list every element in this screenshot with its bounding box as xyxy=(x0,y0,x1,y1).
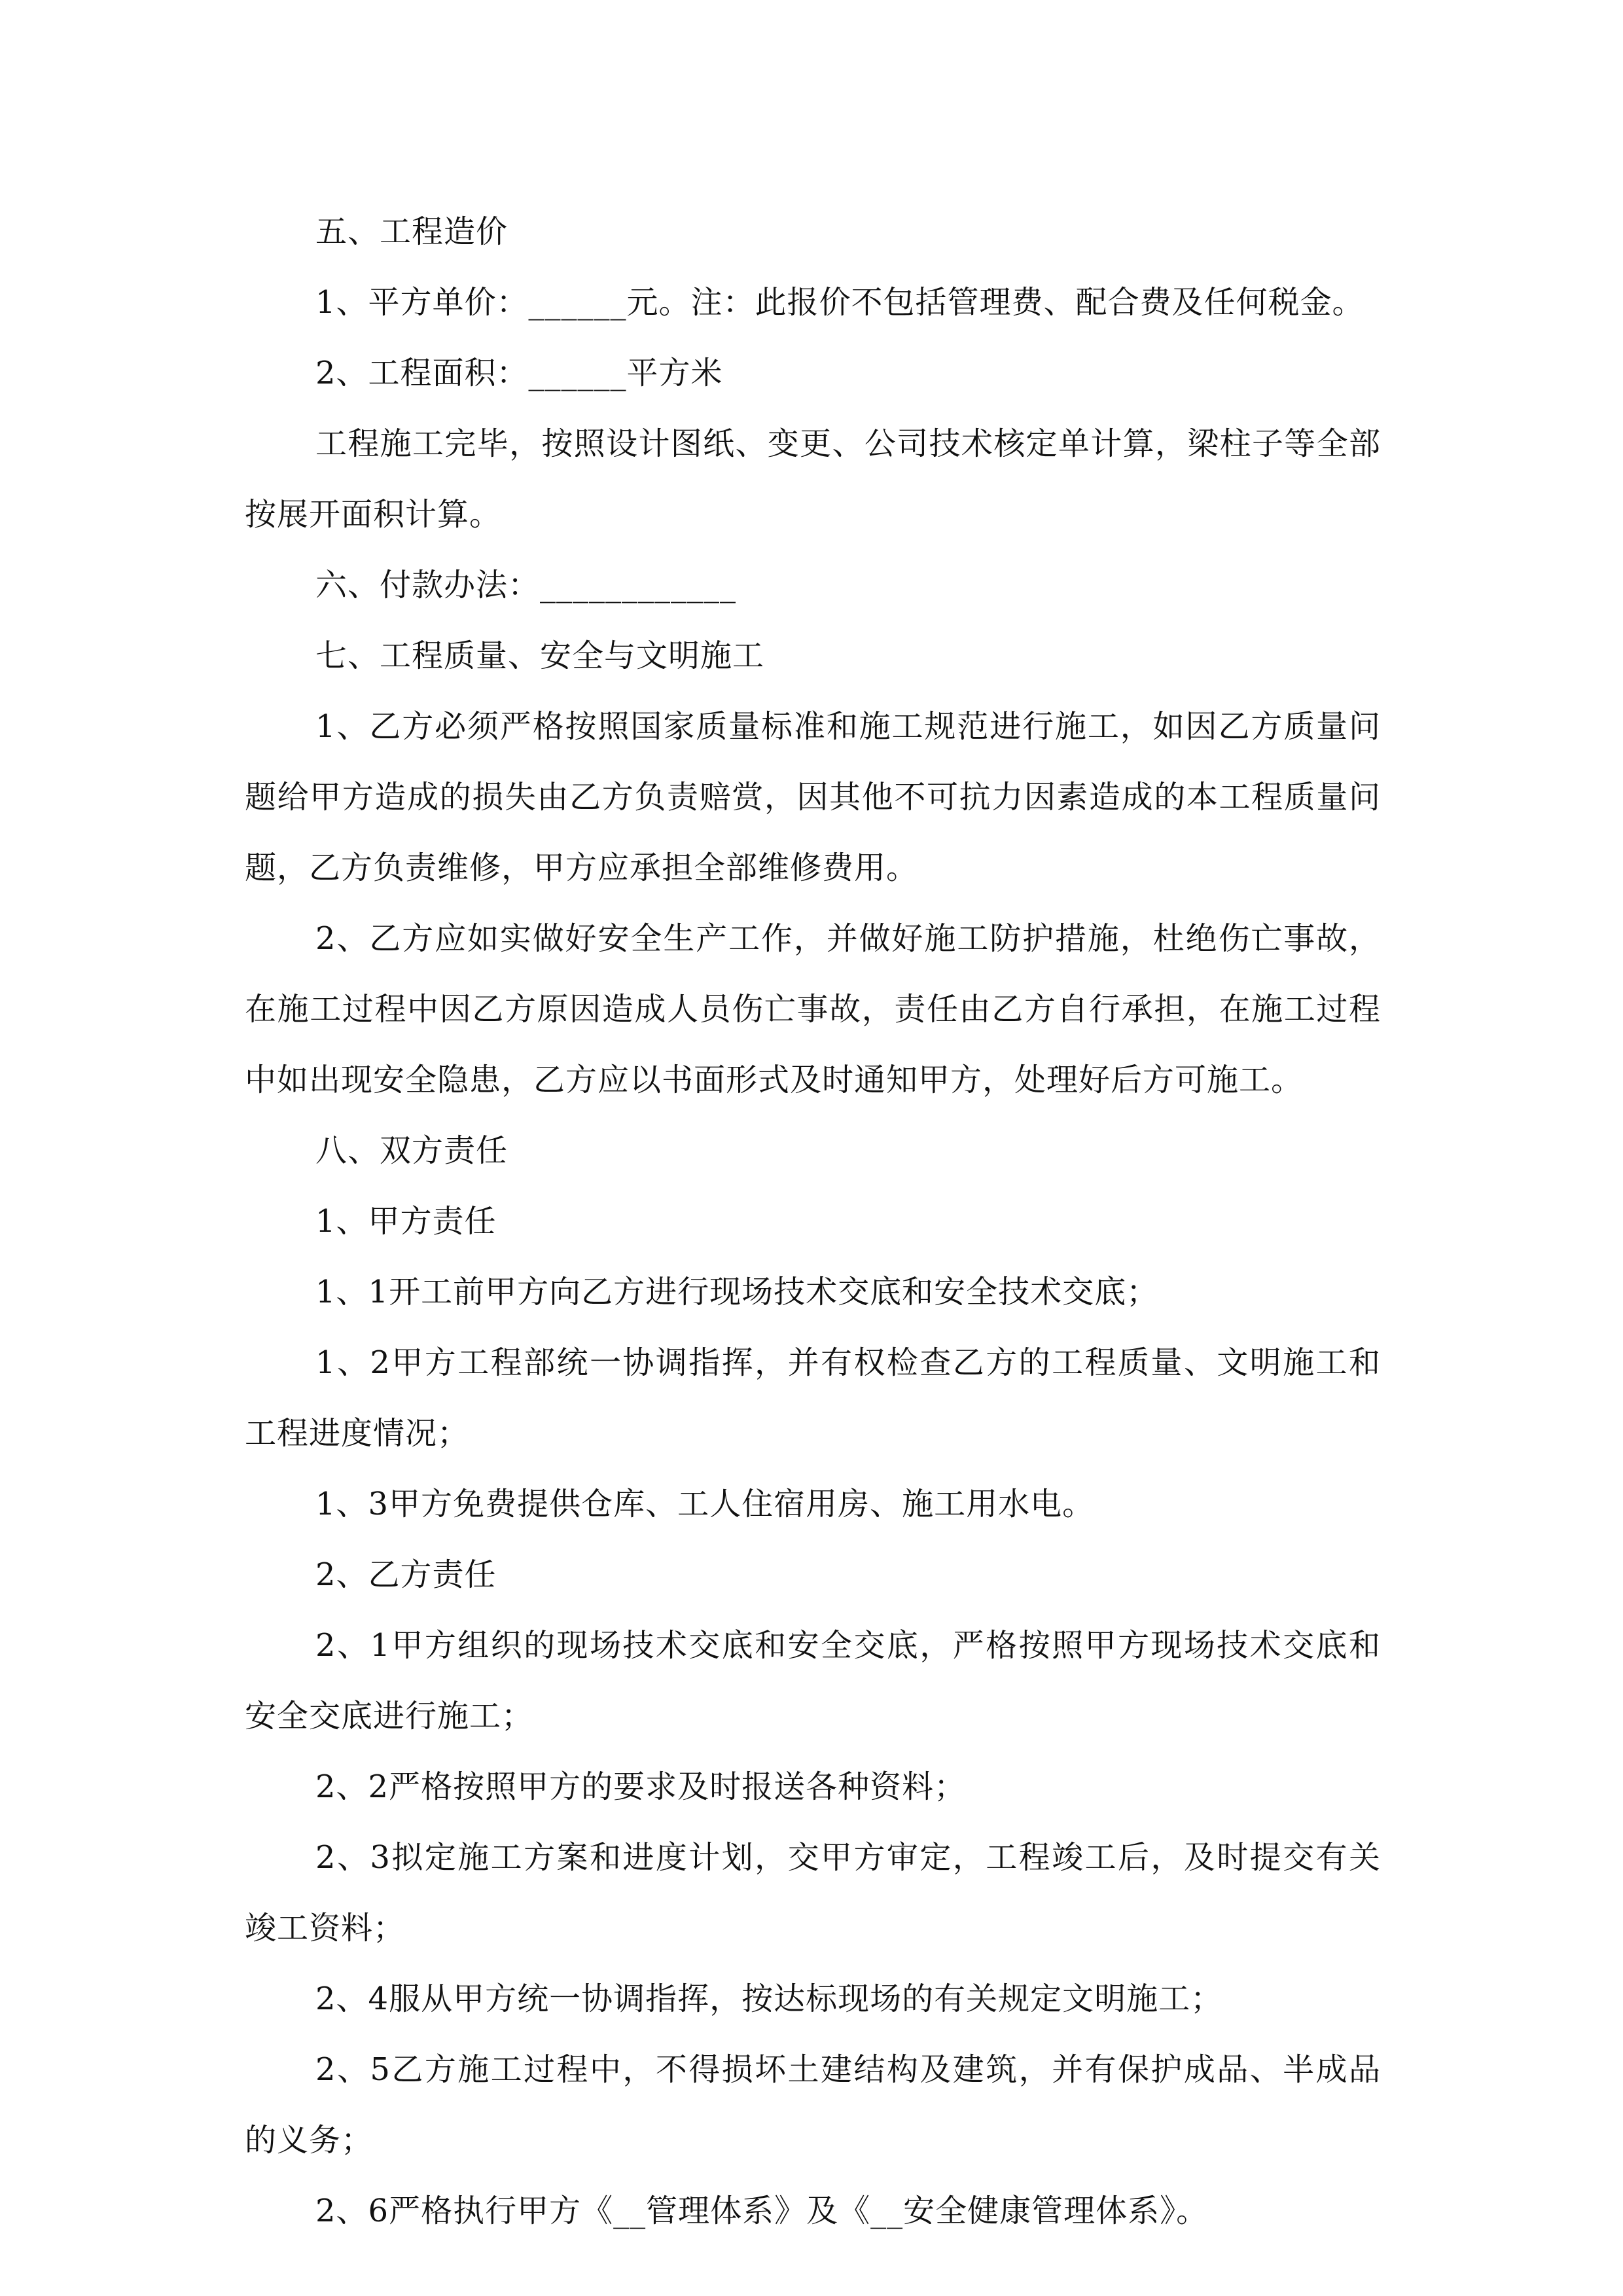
paragraph-area-calculation: 工程施工完毕，按照设计图纸、变更、公司技术核定单计算，梁柱子等全部按展开面积计算。 xyxy=(245,425,1381,533)
clause-party-a-3: 1、3甲方免费提供仓库、工人住宿用房、施工用水电。 xyxy=(315,1486,1095,1522)
clause-safety: 2、乙方应如实做好安全生产工作，并做好施工防护措施，杜绝伤亡事故，在施工过程中因乙方原因造成人员伤亡事故，责任由乙方自行承担，在施工过程中如出现安全隐患，乙方应以书面形式及时通知甲方，处理好后方可施工。 xyxy=(245,920,1381,1098)
section-heading-responsibilities: 八、双方责任 xyxy=(315,1132,508,1169)
clause-party-b-5: 2、5乙方施工过程中，不得损坏土建结构及建筑，并有保护成品、半成品的义务； xyxy=(245,2051,1381,2159)
clause-party-b-4: 2、4服从甲方统一协调指挥，按达标现场的有关规定文明施工； xyxy=(315,1981,1223,2017)
clause-party-a-2: 1、2甲方工程部统一协调指挥，并有权检查乙方的工程质量、文明施工和工程进度情况； xyxy=(245,1344,1381,1452)
subheading-party-a: 1、甲方责任 xyxy=(315,1203,497,1240)
clause-party-b-2: 2、2严格按照甲方的要求及时报送各种资料； xyxy=(315,1768,967,1805)
section-heading-quality-safety: 七、工程质量、安全与文明施工 xyxy=(315,637,765,674)
clause-party-b-3: 2、3拟定施工方案和进度计划，交甲方审定，工程竣工后，及时提交有关竣工资料； xyxy=(245,1839,1381,1946)
subheading-party-b: 2、乙方责任 xyxy=(315,1556,497,1593)
clause-unit-price: 1、平方单价：______元。注：此报价不包括管理费、配合费及任何税金。 xyxy=(315,284,1364,321)
clause-party-b-6: 2、6严格执行甲方《__管理体系》及《__安全健康管理体系》。 xyxy=(315,2193,1209,2229)
clause-party-a-1: 1、1开工前甲方向乙方进行现场技术交底和安全技术交底； xyxy=(315,1274,1159,1310)
clause-quality: 1、乙方必须严格按照国家质量标准和施工规范进行施工，如因乙方质量问题给甲方造成的损失由乙方负责赔赏，因其他不可抗力因素造成的本工程质量问题，乙方负责维修，甲方应承担全部维修费用。 xyxy=(245,708,1381,886)
section-heading-payment: 六、付款办法：____________ xyxy=(315,567,737,603)
clause-area: 2、工程面积：______平方米 xyxy=(315,355,723,391)
document-body xyxy=(245,196,1381,2246)
section-heading-cost: 五、工程造价 xyxy=(315,213,508,250)
clause-party-b-1: 2、1甲方组织的现场技术交底和安全交底，严格按照甲方现场技术交底和安全交底进行施工； xyxy=(245,1627,1381,1734)
